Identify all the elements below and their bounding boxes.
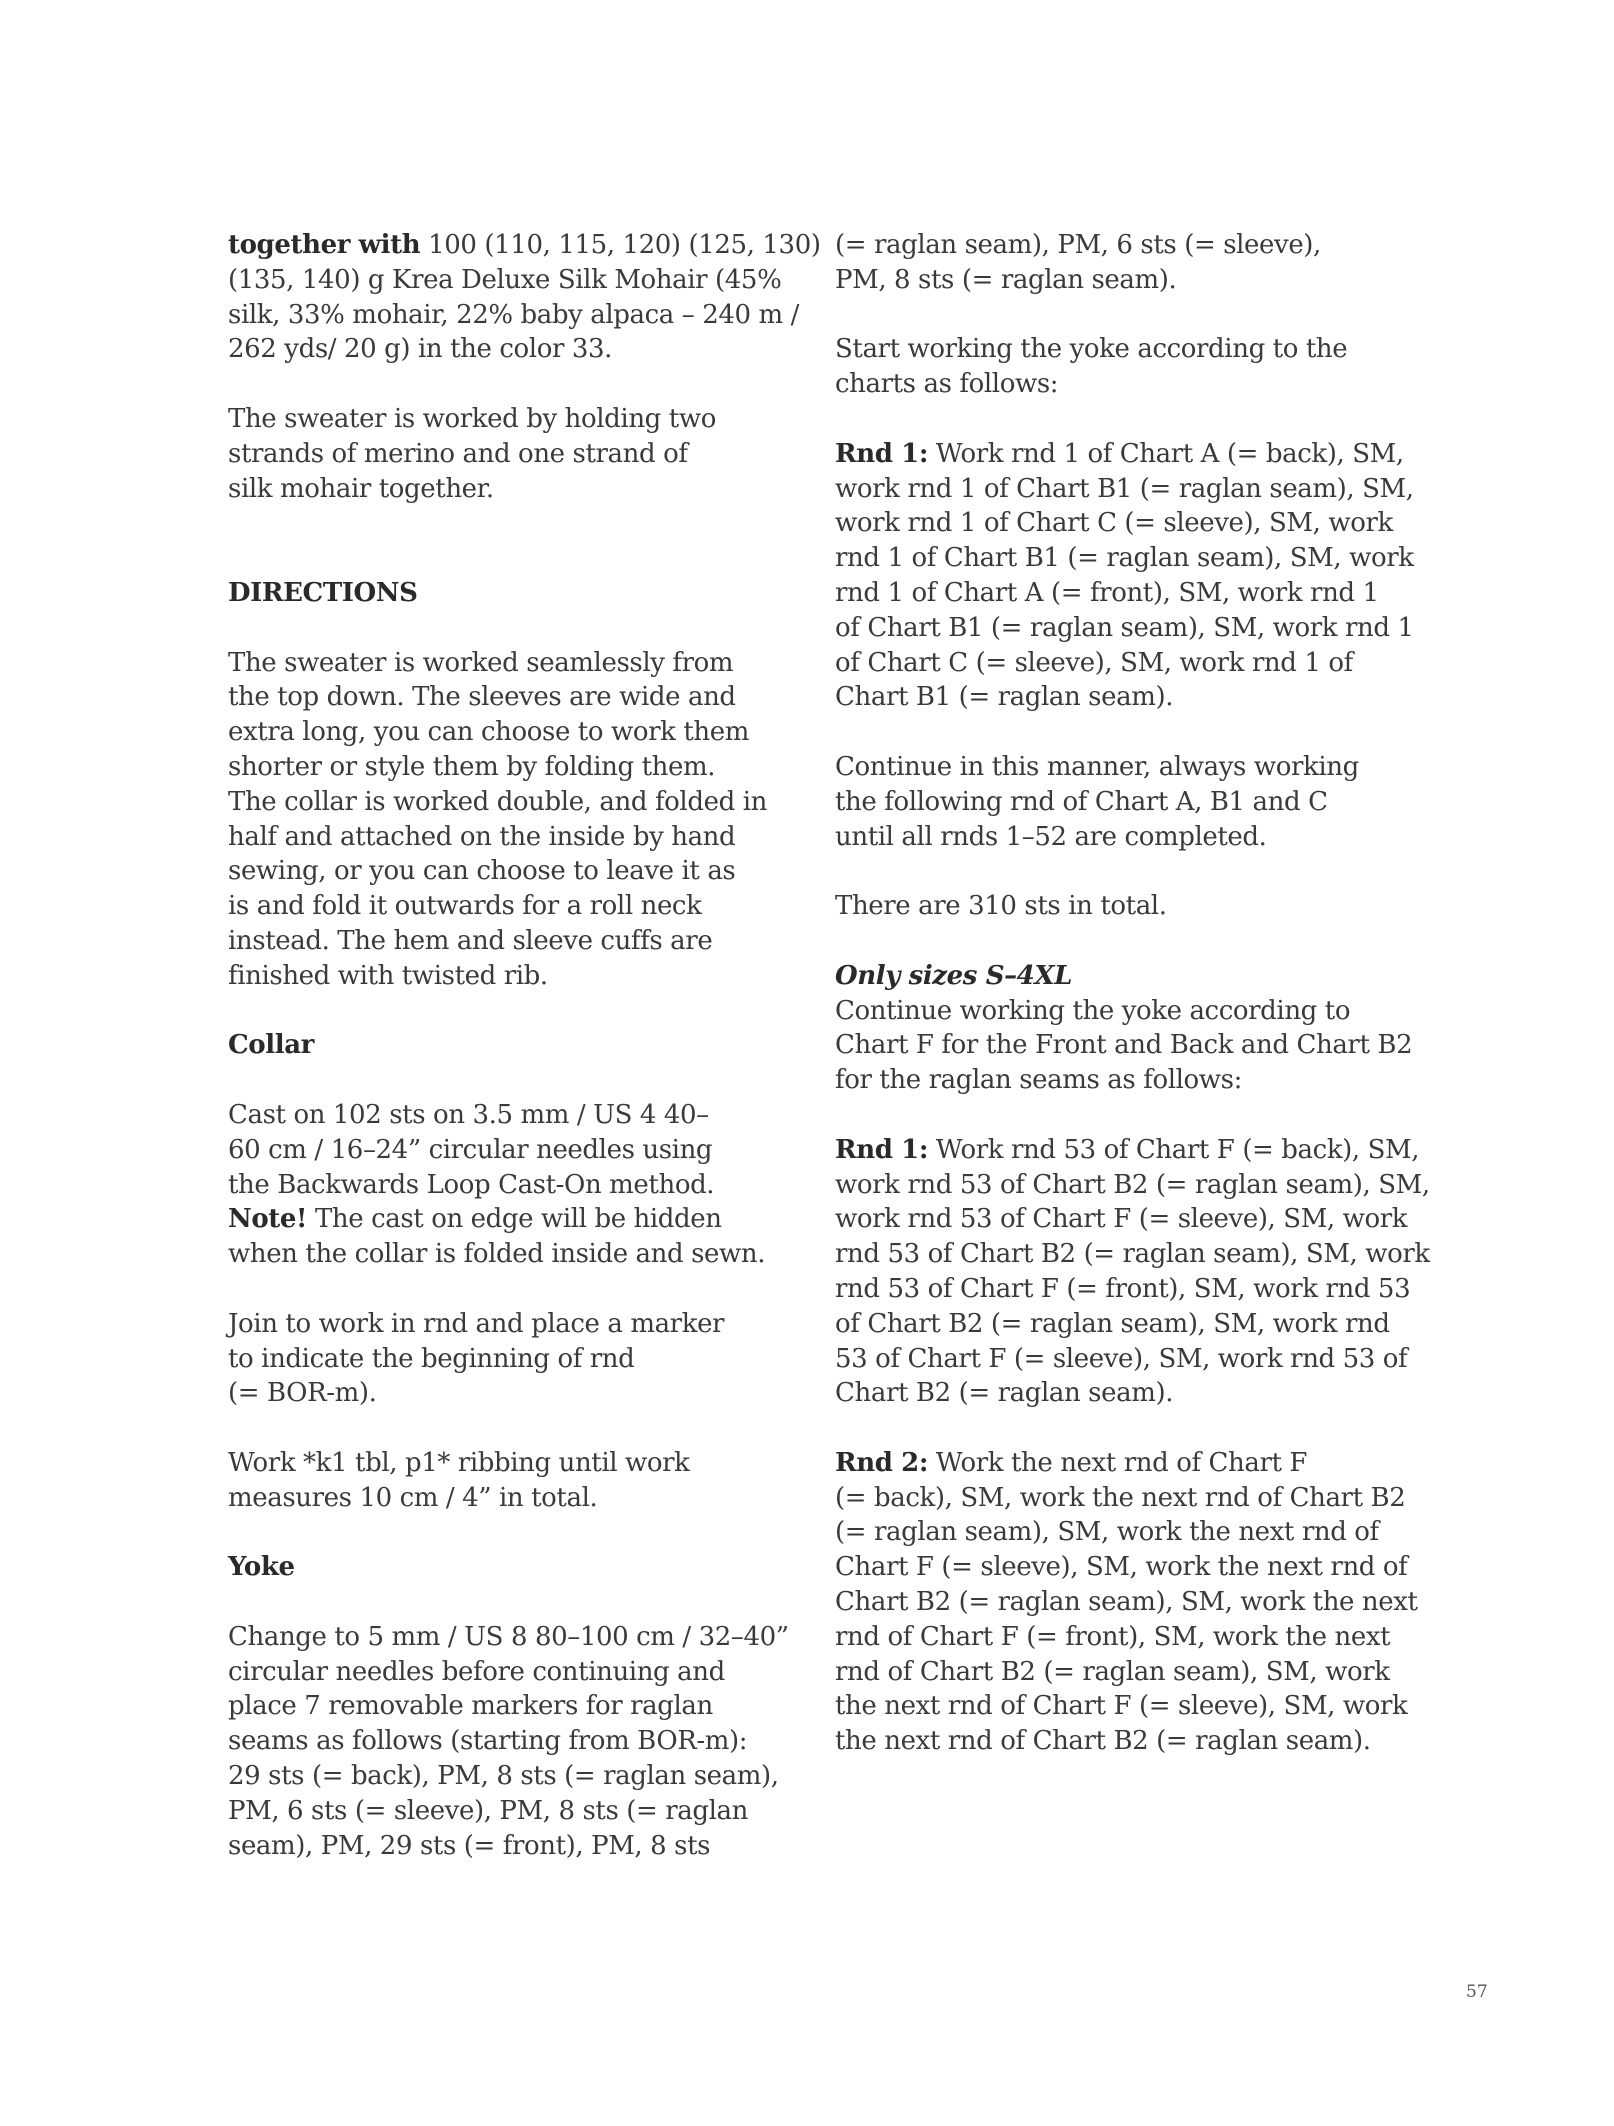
join-line: to indicate the beginning of rnd — [228, 1343, 635, 1374]
yoke-line: seam), PM, 29 sts (= front), PM, 8 sts — [228, 1830, 711, 1861]
directions-line: shorter or style them by folding them. — [228, 751, 716, 782]
directions-line: sewing, or you can choose to leave it as — [228, 856, 736, 887]
rnd1a-line: Chart B1 (= raglan seam). — [835, 682, 1174, 713]
yoke-line: PM, 6 sts (= sleeve), PM, 8 sts (= raglan — [228, 1795, 749, 1826]
directions-line: The sweater is worked seamlessly from — [228, 647, 734, 678]
holding-line: strands of merino and one strand of — [228, 438, 688, 469]
rnd1a-line: rnd 1 of Chart B1 (= raglan seam), SM, work — [835, 543, 1414, 574]
sizes-heading: Only sizes S–4XL — [835, 960, 1073, 991]
rnd1b-label: Rnd 1: — [835, 1134, 929, 1165]
continue-line: until all rnds 1–52 are completed. — [835, 821, 1267, 852]
yoke-line: circular needles before continuing and — [228, 1656, 725, 1687]
directions-line: extra long, you can choose to work them — [228, 717, 749, 748]
page-number: 57 — [1466, 1982, 1488, 2002]
rnd1a-line: of Chart C (= sleeve), SM, work rnd 1 of — [835, 647, 1353, 678]
directions-line: the top down. The sleeves are wide and — [228, 682, 736, 713]
rnd1b-line: rnd 53 of Chart F (= front), SM, work rnd 53 — [835, 1273, 1411, 1304]
sizes-line: Continue working the yoke according to — [835, 995, 1351, 1026]
holding-line: The sweater is worked by holding two — [228, 403, 716, 434]
cast-on-line: the Backwards Loop Cast-On method. — [228, 1169, 715, 1200]
rnd1a-line: work rnd 1 of Chart B1 (= raglan seam), SM, — [835, 473, 1414, 504]
sizes-line: for the raglan seams as follows: — [835, 1065, 1242, 1096]
yoke-heading: Yoke — [228, 1552, 295, 1583]
directions-line: is and fold it outwards for a roll neck — [228, 891, 702, 922]
note-line — [228, 1202, 828, 1237]
directions-line: instead. The hem and sleeve cuffs are — [228, 925, 713, 956]
yoke-line: 29 sts (= back), PM, 8 sts (= raglan seam), — [228, 1761, 779, 1792]
rnd2-line: Chart F (= sleeve), SM, work the next rnd of — [835, 1552, 1408, 1583]
rnd1b-line: rnd 53 of Chart B2 (= raglan seam), SM, work — [835, 1239, 1430, 1270]
intro-line: (135, 140) g Krea Deluxe Silk Mohair (45% — [228, 264, 782, 295]
continued-line: (= raglan seam), PM, 6 sts (= sleeve), — [835, 230, 1321, 260]
rnd1b-text: Work rnd 53 of Chart F (= back), SM, — [928, 1134, 1420, 1165]
rnd1b-line: work rnd 53 of Chart B2 (= raglan seam), SM, — [835, 1169, 1430, 1200]
rnd2-line: rnd of Chart F (= front), SM, work the next — [835, 1621, 1391, 1652]
rnd1b-line: work rnd 53 of Chart F (= sleeve), SM, work — [835, 1204, 1408, 1235]
note-text: The cast on edge will be hidden — [307, 1204, 722, 1235]
start-line: Start working the yoke according to the — [835, 334, 1348, 365]
continue-line: the following rnd of Chart A, B1 and C — [835, 786, 1328, 817]
directions-line: half and attached on the inside by hand — [228, 821, 736, 852]
rnd2-line: Chart B2 (= raglan seam), SM, work the next — [835, 1587, 1418, 1618]
rnd1b-line — [835, 1133, 1435, 1168]
ribbing-line: Work *k1 tbl, p1* ribbing until work — [228, 1447, 690, 1478]
rnd2-text: Work the next rnd of Chart F — [928, 1447, 1308, 1478]
continue-line: Continue in this manner, always working — [835, 751, 1359, 782]
intro-line: 262 yds/ 20 g) in the color 33. — [228, 334, 612, 365]
continued-line: PM, 8 sts (= raglan seam). — [835, 264, 1177, 295]
rnd2-label: Rnd 2: — [835, 1447, 929, 1478]
intro-line — [228, 228, 828, 263]
left-column — [228, 228, 828, 1863]
rnd2-line — [835, 1446, 1435, 1481]
yoke-line: place 7 removable markers for raglan — [228, 1691, 713, 1722]
note-line: when the collar is folded inside and sewn. — [228, 1239, 766, 1270]
rnd2-line: (= back), SM, work the next rnd of Chart B2 — [835, 1482, 1406, 1513]
rnd1b-line: Chart B2 (= raglan seam). — [835, 1378, 1174, 1409]
rnd1a-line: rnd 1 of Chart A (= front), SM, work rnd 1 — [835, 577, 1379, 608]
rnd1a-line: of Chart B1 (= raglan seam), SM, work rnd 1 — [835, 612, 1414, 643]
start-line: charts as follows: — [835, 369, 1059, 400]
ribbing-line: measures 10 cm / 4” in total. — [228, 1482, 598, 1513]
rnd2-line: the next rnd of Chart F (= sleeve), SM, work — [835, 1691, 1408, 1722]
rnd1a-line: work rnd 1 of Chart C (= sleeve), SM, work — [835, 508, 1393, 539]
collar-heading: Collar — [228, 1030, 314, 1061]
directions-line: The collar is worked double, and folded in — [228, 786, 767, 817]
rnd1a-label: Rnd 1: — [835, 438, 929, 469]
right-column — [835, 228, 1435, 1759]
intro-lead: together with — [228, 230, 421, 260]
rnd2-line: the next rnd of Chart B2 (= raglan seam). — [835, 1726, 1371, 1757]
yoke-line: seams as follows (starting from BOR-m): — [228, 1726, 748, 1757]
intro-line: silk, 33% mohair, 22% baby alpaca – 240 m / — [228, 299, 799, 330]
rnd1a-line — [835, 437, 1435, 472]
cast-on-line: Cast on 102 sts on 3.5 mm / US 4 40– — [228, 1099, 709, 1130]
note-label: Note! — [228, 1204, 308, 1235]
sizes-line: Chart F for the Front and Back and Chart B2 — [835, 1030, 1413, 1061]
yoke-line: Change to 5 mm / US 8 80–100 cm / 32–40” — [228, 1621, 789, 1652]
join-line: (= BOR-m). — [228, 1378, 377, 1409]
total-line: There are 310 sts in total. — [835, 891, 1167, 922]
rnd1b-line: 53 of Chart F (= sleeve), SM, work rnd 53 of — [835, 1343, 1408, 1374]
directions-line: finished with twisted rib. — [228, 960, 548, 991]
rnd1a-text: Work rnd 1 of Chart A (= back), SM, — [928, 438, 1404, 469]
intro-text: 100 (110, 115, 120) (125, 130) — [420, 230, 821, 260]
rnd1b-line: of Chart B2 (= raglan seam), SM, work rnd — [835, 1308, 1390, 1339]
directions-heading: DIRECTIONS — [228, 577, 418, 608]
cast-on-line: 60 cm / 16–24” circular needles using — [228, 1134, 713, 1165]
rnd2-line: rnd of Chart B2 (= raglan seam), SM, work — [835, 1656, 1390, 1687]
holding-line: silk mohair together. — [228, 473, 494, 504]
join-line: Join to work in rnd and place a marker — [228, 1308, 725, 1339]
rnd2-line: (= raglan seam), SM, work the next rnd of — [835, 1517, 1379, 1548]
